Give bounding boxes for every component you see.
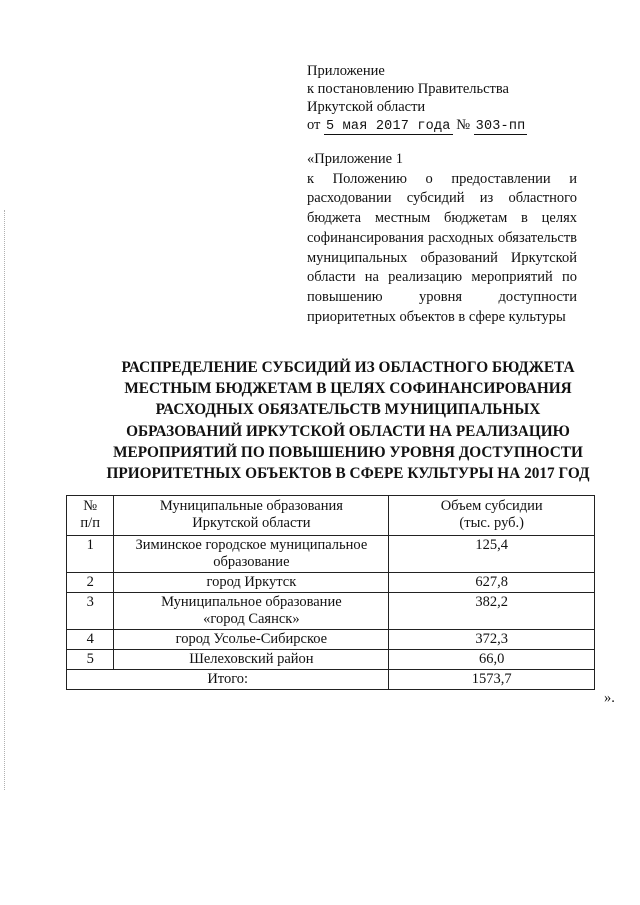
table-total-row [67, 670, 595, 690]
row-number: 2 [67, 573, 114, 593]
header-line-appendix: Приложение [307, 63, 385, 79]
header-line-resolution: к постановлению Правительства [307, 81, 509, 97]
row-municipality-line1: Шелеховский район [189, 651, 314, 667]
margin-binding-dots [4, 210, 5, 790]
table-header-row [67, 496, 595, 536]
table-row [67, 536, 595, 573]
number-value: 303-пп [475, 119, 526, 134]
row-municipality-line2: образование [213, 554, 290, 570]
title-line-4: ОБРАЗОВАНИЙ ИРКУТСКОЙ ОБЛАСТИ НА РЕАЛИЗАЦИЮ [126, 422, 570, 440]
title-line-2: МЕСТНЫМ БЮДЖЕТАМ В ЦЕЛЯХ СОФИНАНСИРОВАНИЯ [124, 380, 572, 398]
table-row [67, 593, 595, 630]
table-row [67, 573, 595, 593]
row-municipality-line2: «город Саянск» [203, 611, 300, 627]
subsidies-table [66, 495, 595, 690]
total-value: 1573,7 [389, 670, 595, 690]
header-cell-municipality [114, 496, 389, 536]
document-title [88, 357, 608, 484]
row-municipality [114, 650, 389, 670]
total-label: Итого: [67, 670, 389, 690]
appendix-reference [307, 150, 577, 327]
date-value: 5 мая 2017 года [326, 119, 451, 134]
header-cell-amount [389, 496, 595, 536]
resolution-header [307, 62, 579, 136]
header-number-line1: № [83, 498, 98, 514]
appendix-body: к Положению о предоставлении и расходовании субсидий из областного бюджета местным бюджетам в целях софинансирования расходных обязательств муниципальных образований Иркутской области на реализацию мероприятий по повышению уровня доступности приоритетных объектов в сфере культуры [307, 170, 577, 325]
header-cell-number [67, 496, 114, 536]
table-row [67, 650, 595, 670]
row-municipality [114, 536, 389, 573]
header-amount-line2: (тыс. руб.) [459, 515, 524, 531]
title-line-5: МЕРОПРИЯТИЙ ПО ПОВЫШЕНИЮ УРОВНЯ ДОСТУПНОСТИ [113, 443, 583, 461]
row-number: 5 [67, 650, 114, 670]
date-prefix: от [307, 117, 321, 133]
row-amount: 66,0 [389, 650, 595, 670]
row-amount: 382,2 [389, 593, 595, 630]
title-line-1: РАСПРЕДЕЛЕНИЕ СУБСИДИЙ ИЗ ОБЛАСТНОГО БЮДЖЕТА [121, 359, 575, 376]
row-number: 4 [67, 630, 114, 650]
header-line-region: Иркутской области [307, 99, 426, 115]
row-amount: 627,8 [389, 573, 595, 593]
row-municipality-line1: Зиминское городское муниципальное [135, 537, 368, 553]
header-number-line2: п/п [80, 515, 100, 531]
row-amount: 125,4 [389, 536, 595, 573]
row-municipality [114, 573, 389, 593]
number-prefix: № [456, 117, 471, 133]
row-municipality-line1: Муниципальное образование [161, 594, 342, 610]
closing-quote: ». [604, 690, 615, 706]
row-municipality-line1: город Иркутск [206, 574, 297, 590]
appendix-title: «Приложение 1 [307, 151, 403, 167]
row-number: 3 [67, 593, 114, 630]
row-municipality [114, 593, 389, 630]
title-line-3: РАСХОДНЫХ ОБЯЗАТЕЛЬСТВ МУНИЦИПАЛЬНЫХ [155, 401, 541, 419]
row-municipality [114, 630, 389, 650]
title-line-6: ПРИОРИТЕТНЫХ ОБЪЕКТОВ В СФЕРЕ КУЛЬТУРЫ НА 2017 ГОД [106, 465, 590, 483]
header-amount-line1: Объем субсидии [440, 498, 543, 514]
table-row [67, 630, 595, 650]
header-municipality-line2: Иркутской области [192, 515, 311, 531]
header-municipality-line1: Муниципальные образования [159, 498, 343, 514]
row-amount: 372,3 [389, 630, 595, 650]
header-date-line [307, 116, 579, 136]
row-number: 1 [67, 536, 114, 573]
row-municipality-line1: город Усолье-Сибирское [175, 631, 328, 647]
